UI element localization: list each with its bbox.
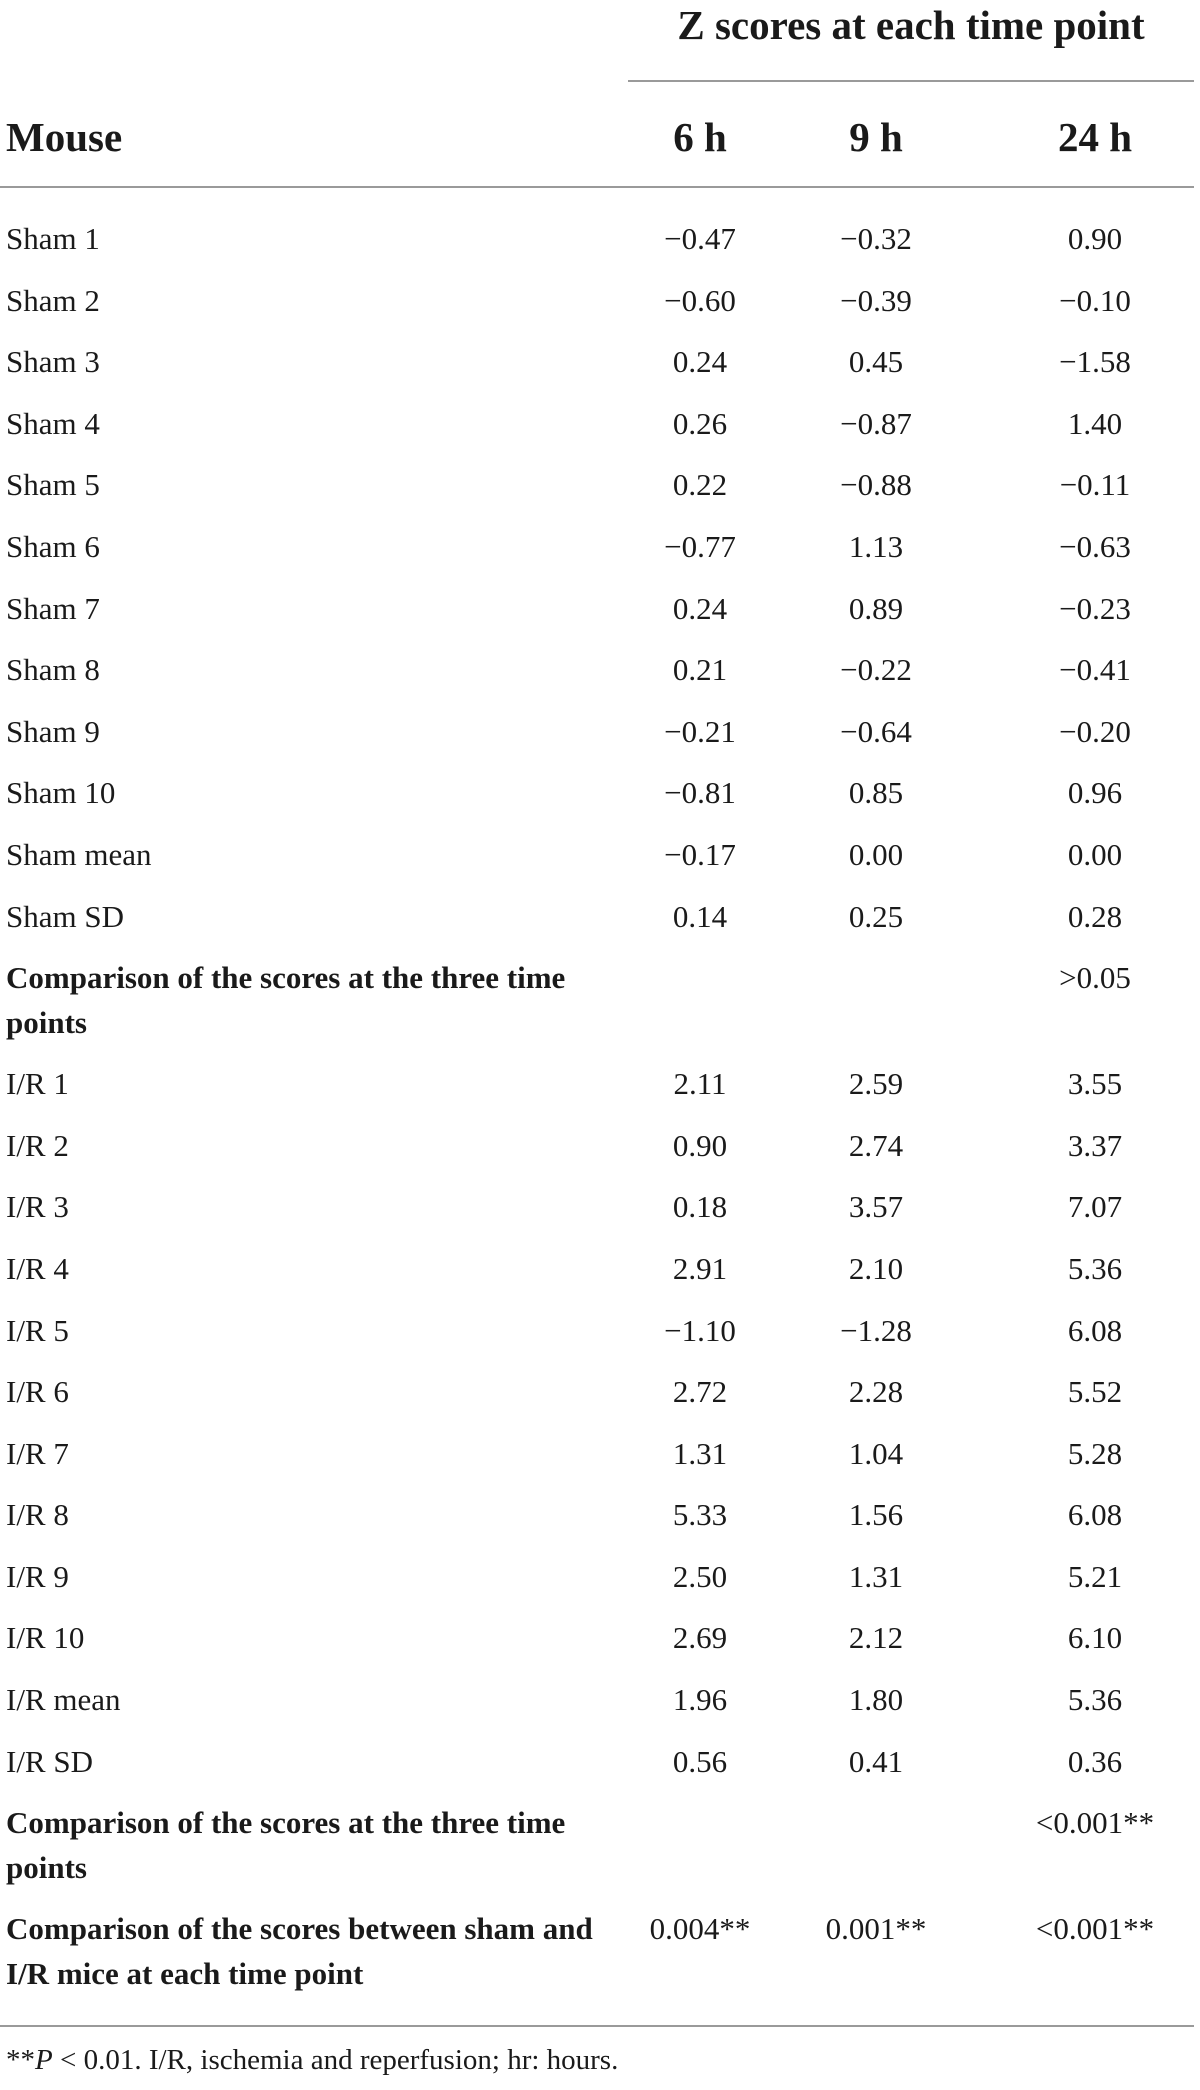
- table-row: [0, 516, 1200, 578]
- row-label: Sham 1: [6, 221, 100, 256]
- column-header-6h: 6 h: [673, 114, 727, 160]
- footnote-text: < 0.01. I/R, ischemia and reperfusion; hr: hours.: [52, 2044, 619, 2076]
- table-row: [0, 1731, 1200, 1793]
- cell-9h: 3.57: [848, 1189, 904, 1225]
- cell-9h: 0.001**: [825, 1911, 927, 1947]
- table-row: [0, 701, 1200, 763]
- cell-6h: 0.21: [672, 652, 728, 688]
- cell-6h: −0.60: [664, 282, 736, 318]
- bottom-rule: [0, 2025, 1194, 2027]
- cell-24h: 6.10: [1067, 1620, 1123, 1656]
- cell-24h: 1.40: [1067, 405, 1123, 441]
- table-body: [0, 208, 1200, 2004]
- row-label: I/R mean: [6, 1682, 121, 1718]
- cell-9h: 2.59: [848, 1066, 904, 1102]
- cell-24h: 5.21: [1067, 1558, 1123, 1594]
- row-label: Sham 4: [6, 405, 100, 441]
- cell-6h: −1.10: [664, 1312, 736, 1348]
- cell-9h: 2.74: [848, 1127, 904, 1163]
- cell-6h: 0.22: [672, 467, 728, 503]
- cell-9h: 1.56: [848, 1497, 904, 1533]
- table-footnote: [6, 2040, 618, 2080]
- table-row: [0, 1607, 1200, 1669]
- cell-24h: 0.00: [1067, 836, 1123, 872]
- cell-6h: 0.56: [672, 1743, 728, 1779]
- table-row: [0, 1484, 1200, 1546]
- table-row: [0, 393, 1200, 455]
- column-header-mouse: Mouse: [6, 114, 123, 160]
- row-label: Comparison of the scores between sham and I/R mice at each time point: [6, 1911, 593, 1992]
- cell-9h: 1.31: [848, 1558, 904, 1594]
- table-row: [0, 1300, 1200, 1362]
- cell-24h: <0.001**: [1035, 1911, 1155, 1947]
- column-header-24h: 24 h: [1057, 114, 1133, 160]
- row-label: Sham 9: [6, 713, 100, 749]
- row-label: Sham 2: [6, 282, 100, 318]
- cell-9h: 0.45: [848, 344, 904, 380]
- footnote-p-symbol: P: [35, 2044, 53, 2076]
- table-row: [0, 886, 1200, 948]
- cell-24h: 0.96: [1067, 775, 1123, 811]
- cell-6h: −0.17: [664, 836, 736, 872]
- table-row: [0, 1361, 1200, 1423]
- cell-6h: 0.24: [672, 344, 728, 380]
- cell-24h: >0.05: [1059, 960, 1131, 996]
- cell-24h: −0.41: [1059, 652, 1131, 688]
- cell-6h: 2.11: [673, 1066, 727, 1102]
- cell-9h: −1.28: [840, 1312, 912, 1348]
- cell-24h: 5.52: [1067, 1374, 1123, 1410]
- row-label: Sham mean: [6, 836, 152, 872]
- row-label: Sham SD: [6, 898, 124, 934]
- cell-6h: 2.69: [672, 1620, 728, 1656]
- cell-24h: 6.08: [1067, 1497, 1123, 1533]
- cell-9h: 0.41: [848, 1743, 904, 1779]
- cell-24h: −0.10: [1059, 282, 1131, 318]
- cell-6h: 0.90: [672, 1127, 728, 1163]
- row-label: I/R 3: [6, 1189, 69, 1225]
- cell-9h: −0.87: [840, 405, 912, 441]
- cell-6h: 5.33: [672, 1497, 728, 1533]
- row-label: Sham 5: [6, 467, 100, 503]
- row-label: I/R 1: [6, 1066, 69, 1102]
- row-label: I/R 5: [6, 1312, 69, 1348]
- table-row: [0, 331, 1200, 393]
- table-row: [0, 1115, 1200, 1177]
- cell-24h: −1.58: [1059, 344, 1131, 380]
- cell-9h: 0.25: [848, 898, 904, 934]
- cell-24h: −0.23: [1059, 590, 1131, 626]
- row-label: I/R SD: [6, 1743, 93, 1779]
- table-row: [0, 1423, 1200, 1485]
- cell-24h: 5.28: [1067, 1435, 1123, 1471]
- row-label: Comparison of the scores at the three time points: [6, 960, 566, 1041]
- row-label: Sham 7: [6, 590, 100, 626]
- cell-24h: 6.08: [1067, 1312, 1123, 1348]
- table-row: [0, 578, 1200, 640]
- row-label: Sham 6: [6, 528, 100, 564]
- cell-24h: 3.55: [1067, 1066, 1123, 1102]
- row-label: I/R 10: [6, 1620, 85, 1656]
- cell-24h: 0.28: [1067, 898, 1123, 934]
- row-label: I/R 6: [6, 1374, 69, 1410]
- cell-24h: <0.001**: [1035, 1805, 1155, 1841]
- column-header-row: [0, 112, 1200, 162]
- table-row: [0, 454, 1200, 516]
- cell-6h: 2.50: [672, 1558, 728, 1594]
- row-label: Comparison of the scores at the three time points: [6, 1805, 566, 1886]
- cell-24h: −0.11: [1059, 467, 1131, 503]
- table-row: [0, 824, 1200, 886]
- cell-6h: 0.24: [672, 590, 728, 626]
- table-row: [0, 762, 1200, 824]
- cell-6h: 0.004**: [649, 1911, 751, 1947]
- cell-9h: −0.64: [840, 713, 912, 749]
- cell-6h: 1.31: [672, 1435, 728, 1471]
- cell-6h: −0.77: [664, 528, 736, 564]
- table-row: [0, 639, 1200, 701]
- cell-6h: −0.81: [664, 775, 736, 811]
- cell-24h: 0.90: [1067, 221, 1123, 256]
- table-row: [0, 270, 1200, 332]
- cell-9h: −0.39: [840, 282, 912, 318]
- cell-6h: 0.14: [672, 898, 728, 934]
- cell-6h: −0.21: [664, 713, 736, 749]
- cell-24h: −0.20: [1059, 713, 1131, 749]
- row-label: I/R 9: [6, 1558, 69, 1594]
- cell-9h: 1.80: [848, 1682, 904, 1718]
- row-label: I/R 8: [6, 1497, 69, 1533]
- cell-24h: 5.36: [1067, 1682, 1123, 1718]
- cell-9h: 2.28: [848, 1374, 904, 1410]
- cell-9h: −0.22: [840, 652, 912, 688]
- cell-6h: 0.18: [672, 1189, 728, 1225]
- cell-24h: 5.36: [1067, 1250, 1123, 1286]
- cell-6h: 2.72: [672, 1374, 728, 1410]
- row-label: Sham 3: [6, 344, 100, 380]
- cell-9h: −0.32: [840, 221, 912, 256]
- group-header-rule: [628, 80, 1194, 82]
- cell-9h: −0.88: [840, 467, 912, 503]
- cell-24h: 3.37: [1067, 1127, 1123, 1163]
- column-header-9h: 9 h: [849, 114, 903, 160]
- cell-6h: 1.96: [672, 1682, 728, 1718]
- table-row: [0, 1898, 1200, 2004]
- cell-24h: 0.36: [1067, 1743, 1123, 1779]
- group-header: Z scores at each time point: [677, 2, 1145, 48]
- cell-9h: 0.00: [848, 836, 904, 872]
- cell-9h: 2.12: [848, 1620, 904, 1656]
- table-row: [0, 1053, 1200, 1115]
- table-row: [0, 208, 1200, 270]
- header-rule: [0, 186, 1194, 188]
- row-label: I/R 2: [6, 1127, 69, 1163]
- cell-9h: 1.04: [848, 1435, 904, 1471]
- cell-9h: 2.10: [848, 1250, 904, 1286]
- row-label: I/R 4: [6, 1250, 69, 1286]
- row-label: Sham 8: [6, 652, 100, 688]
- footnote-marker: **: [6, 2044, 35, 2076]
- cell-6h: −0.47: [664, 221, 736, 256]
- row-label: Sham 10: [6, 775, 116, 811]
- cell-24h: 7.07: [1067, 1189, 1123, 1225]
- cell-24h: −0.63: [1059, 528, 1131, 564]
- cell-6h: 2.91: [672, 1250, 728, 1286]
- table-row: [0, 1176, 1200, 1238]
- row-label: I/R 7: [6, 1435, 69, 1471]
- table-row: [0, 1546, 1200, 1608]
- table-row: [0, 1669, 1200, 1731]
- table-row: [0, 1238, 1200, 1300]
- cell-9h: 1.13: [848, 528, 904, 564]
- cell-6h: 0.26: [672, 405, 728, 441]
- cell-9h: 0.89: [848, 590, 904, 626]
- table-row: [0, 947, 1200, 1053]
- table-row: [0, 1792, 1200, 1898]
- cell-9h: 0.85: [848, 775, 904, 811]
